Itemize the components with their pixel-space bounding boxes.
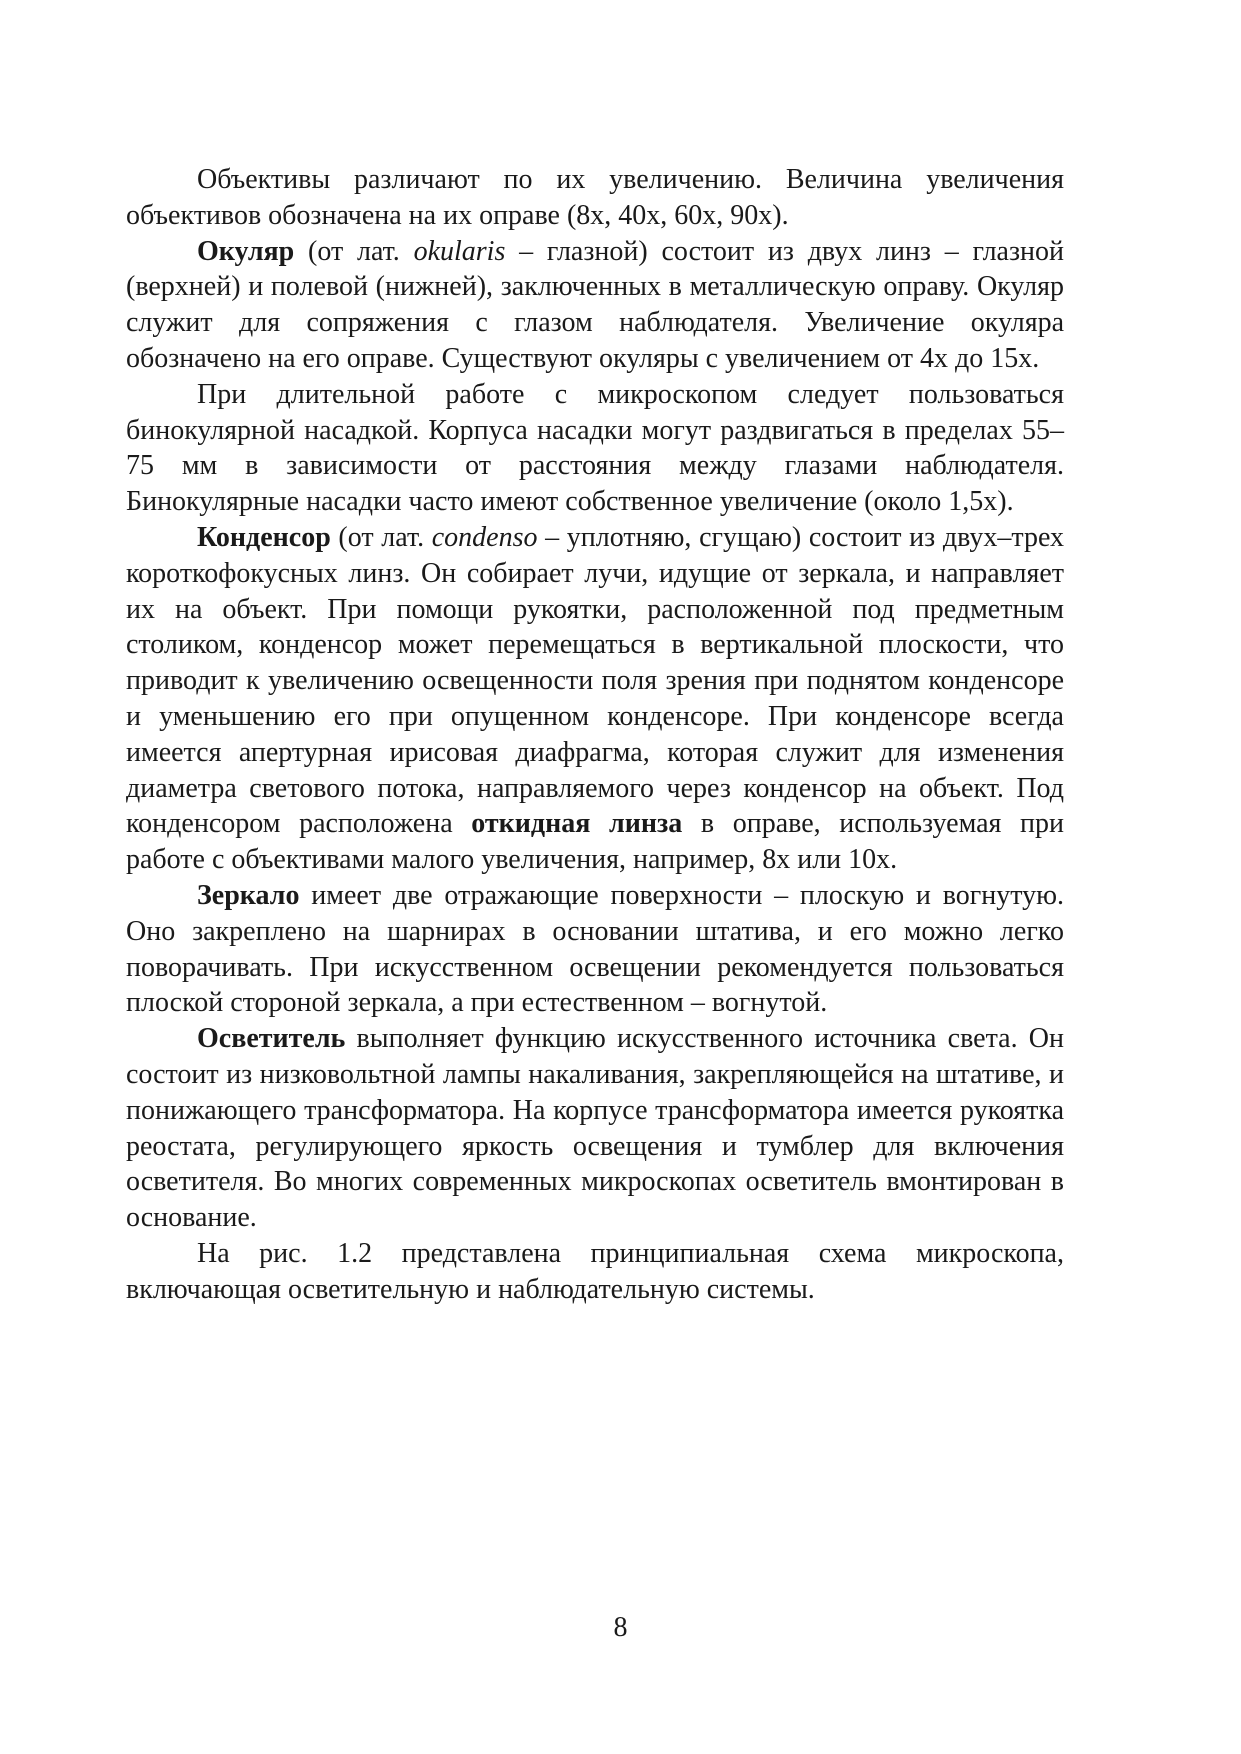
page-body <box>126 162 1064 1308</box>
paragraph-eyepiece <box>126 234 1064 377</box>
text-run: в оправе, используемая при работе с объективами малого увеличения, например, 8x или 10x. <box>126 808 1065 876</box>
text-run: – глазной) состоит из двух линз – глазной (верхней) и полевой (нижней), заключенных в металлическую оправу. Окуляр служит для сопряжения с глазом наблюдателя. Увеличение окуляра обозначено на его оправе. Существуют окуляры с увеличением от 4x до 15x. <box>126 235 1064 374</box>
paragraph-figure-ref <box>126 1236 1064 1308</box>
text-run: – уплотняю, сгущаю) состоит из двух–трех короткофокусных линз. Он собирает лучи, идущие от зеркала, и направляет их на объект. При помощи рукоятки, расположенной под предметным столиком, конденсор может перемещаться в вертикальной плоскости, что приводит к увеличению освещенности поля зрения при поднятом конденсоре и уменьшению его при опущенном конденсоре. При конденсоре всегда имеется апертурная ирисовая диафрагма, которая служит для изменения диаметра светового потока, направляемого через конденсор на объект. Под конденсором расположена <box>126 521 1064 840</box>
paragraph-illuminator <box>126 1021 1064 1236</box>
paragraph-objectives <box>126 162 1064 234</box>
page-number: 8 <box>613 1612 628 1643</box>
paragraph-mirror <box>126 878 1064 1021</box>
latin-term: okularis <box>413 235 506 267</box>
text-run: (от лат. <box>330 521 432 553</box>
text-run: имеет две отражающие поверхности – плоскую и вогнутую. Оно закреплено на шарнирах в основании штатива, и его можно легко поворачивать. При искусственном освещении рекомендуется пользоваться плоской стороной зеркала, а при естественном – вогнутой. <box>126 879 1064 1019</box>
text-run: выполняет функцию искусственного источника света. Он состоит из низковольтной лампы накаливания, закрепляющейся на штативе, и понижающего трансформатора. На корпусе трансформатора имеется рукоятка реостата, регулирующего яркость освещения и тумблер для включения осветителя. Во многих современных микроскопах осветитель вмонтирован в основание. <box>126 1023 1064 1234</box>
paragraph-condenser <box>126 520 1064 878</box>
latin-term: condenso <box>431 521 538 553</box>
text-run: (от лат. <box>294 235 414 267</box>
text-run: На рис. 1.2 представлена принципиальная схема микроскопа, включающая осветительную и наблюдательную системы. <box>126 1237 1064 1305</box>
paragraph-binocular <box>126 377 1064 520</box>
term-flip-lens: откидная линза <box>471 808 683 840</box>
term-eyepiece: Окуляр <box>197 235 295 267</box>
text-run: При длительной работе с микроскопом следует пользоваться бинокулярной насадкой. Корпуса насадки могут раздвигаться в пределах 55–75 мм в зависимости от расстояния между глазами наблюдателя. Бинокулярные насадки часто имеют собственное увеличение (около 1,5x). <box>126 378 1064 518</box>
term-condenser: Конденсор <box>197 521 331 553</box>
term-mirror: Зеркало <box>197 879 300 911</box>
text-run: Объективы различают по их увеличению. Величина увеличения объективов обозначена на их оправе (8x, 40x, 60x, 90x). <box>126 164 1064 231</box>
term-illuminator: Осветитель <box>197 1023 346 1055</box>
